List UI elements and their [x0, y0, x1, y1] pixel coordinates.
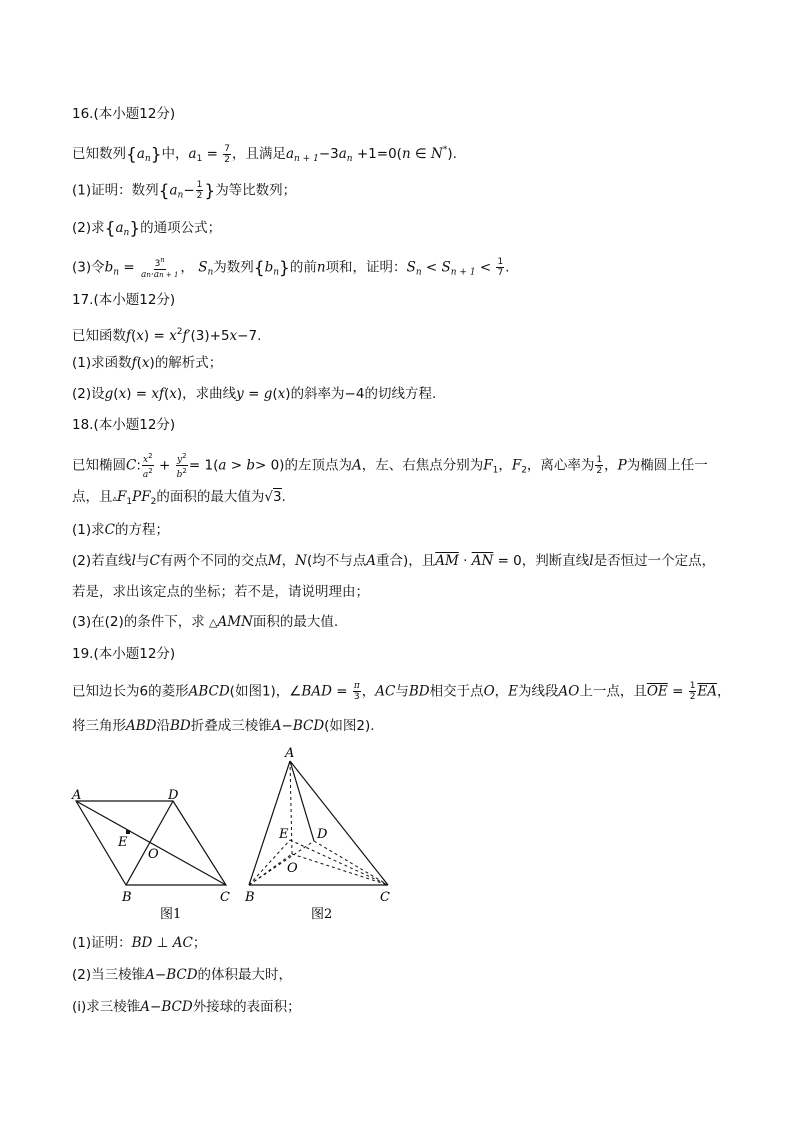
fig2-caption: 图2	[311, 907, 333, 922]
q18-given-2: 点，且$▵F_1PF_2$的面积的最大值为√3.	[72, 489, 286, 507]
q17-part1: (1)求函数f(x)的解析式；	[72, 355, 223, 371]
fig2-label-c: C	[380, 890, 390, 905]
q16-part2: (2)求$\{a_n\}$的通项公式；	[72, 219, 222, 239]
fig1-caption: 图1	[160, 907, 182, 922]
fig2-label-o: O	[287, 861, 298, 876]
q18-part2-line2: 若是，求出该定点的坐标；若不是，请说明理由；	[72, 584, 369, 600]
figure-rhombus-and-pyramid	[0, 740, 794, 930]
q19-part2-i: (ⅰ)求三棱锥A−BCD外接球的表面积；	[72, 999, 301, 1015]
edge-ac	[290, 761, 388, 885]
fig1-label-o: O	[148, 847, 159, 862]
edge-ad	[290, 761, 314, 841]
q16-header: 16.(本小题12分)	[72, 106, 176, 122]
fig1-label-c: C	[220, 890, 230, 905]
fig2-label-b: B	[245, 890, 255, 905]
figure-2-pyramid	[249, 761, 388, 885]
fig1-label-d: D	[168, 788, 179, 803]
fig1-label-a: A	[72, 788, 82, 803]
q16-given: 已知数列$\{a_n\}$中，$a_1$ = $\frac{7}{2}$ ，且满足$a_{n + 1}-3a_n +1=0(n$ ∈ N*).	[72, 143, 457, 165]
fig2-label-a: A	[285, 746, 295, 761]
diagonal-ac	[76, 801, 226, 885]
q19-header: 19.(本小题12分)	[72, 646, 176, 662]
q19-given: 已知边长为6的菱形ABCD(如图1)，∠BAD = $\frac{\pi}{3}$ ，AC与BD相交于点O，E为线段AO上一点，且$\overline{OE}$ = $\frac{1}{2}$ $\overline{EA}$，	[72, 681, 731, 702]
fig1-label-e: E	[118, 835, 128, 850]
q19-part2: (2)当三棱锥A−BCD的体积最大时，	[72, 967, 293, 983]
q18-given: 已知椭圆C: $\frac{x^2}{a^2}$ + $\frac{y^2}{b^2}$ = 1(a > b> 0)的左顶点为A，左、右焦点分别为$F_1$，$F_2$，离心率为 $\frac{1}{2}$ ，P为椭圆上任一	[72, 452, 708, 480]
fig2-label-d: D	[317, 827, 328, 842]
q16-part3: (3)令$b_n$ = $\frac{3^n}{an\cdot an + 1}$ ， $S_n$为数列$\{b_n\}$的前n项和，证明：$S_n < S_{n + 1}$ < $\frac{1}{7}$ .	[72, 256, 510, 280]
fig1-label-b: B	[122, 890, 132, 905]
q18-part1: (1)求C的方程；	[72, 522, 169, 538]
q19-given-2: 将三角形ABD沿BD折叠成三棱锥A−BCD(如图2).	[72, 718, 375, 734]
q17-part2: (2)设g(x) = xf(x)，求曲线y = g(x)的斜率为−4的切线方程.	[72, 386, 437, 402]
q17-header: 17.(本小题12分)	[72, 292, 176, 308]
figure-1-rhombus	[76, 801, 226, 885]
diagonal-bd	[126, 801, 173, 885]
q18-part2: (2)若直线l与C有两个不同的交点M，N(均不与点A重合)，且$\overline{AM} \cdot \overline{AN} = 0$，判断直线l是否恒过一个定点，	[72, 553, 716, 569]
q18-header: 18.(本小题12分)	[72, 417, 176, 433]
q18-part3: (3)在(2)的条件下，求 △AMN面积的最大值.	[72, 614, 339, 630]
fig2-label-e: E	[279, 827, 289, 842]
q19-part1: (1)证明：BD ⊥ AC；	[72, 935, 207, 951]
point-e-marker	[126, 830, 130, 834]
q17-given: 已知函数$f(x) = x^2f'(3)+5x-7$.	[72, 327, 262, 344]
q16-part1: (1)证明：数列{$a_n-$ $\frac{1}{2}$ }为等比数列；	[72, 180, 297, 202]
edge-ab	[249, 761, 290, 885]
